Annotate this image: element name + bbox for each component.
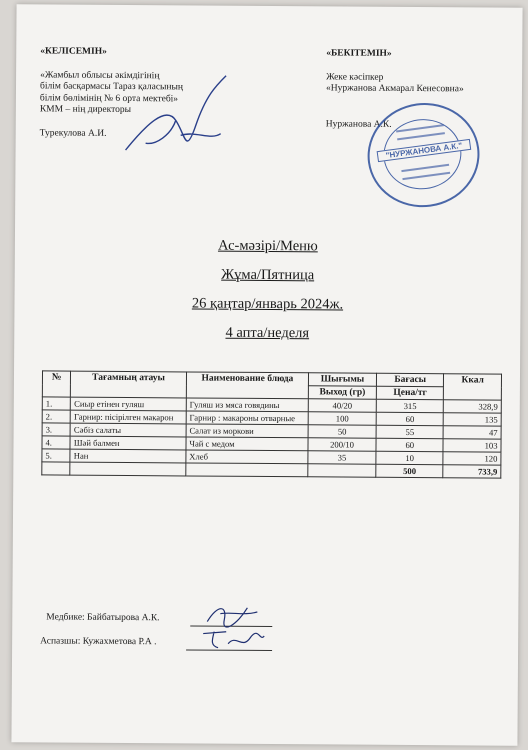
cell-no: 1. [42,397,70,410]
stamp-name: "НУРЖАНОВА А.К." [377,139,472,162]
col-header-output-kz: Шығымы [308,373,376,386]
cell-price: 10 [376,451,444,464]
entrepreneur-line-2: «Нуржанова Акмарал Кенесовна» [325,83,464,95]
col-header-name-ru: Наименование блюда [186,372,308,399]
cell-no: 5. [42,449,70,462]
entrepreneur-signer: Нуржанова А.К. [325,118,392,130]
cell-kcal: 120 [443,452,501,465]
cell-output: 35 [308,451,376,464]
agreed-title: «КЕЛІСЕМІН» [40,46,107,57]
cell-name-ru: Гарнир : макароны отварные [186,411,308,425]
menu-table [41,370,502,478]
cell-no: 4. [42,436,70,449]
cell-output: 100 [308,412,376,425]
day-title: Жұма/Пятница [221,266,315,284]
total-price: 500 [376,464,444,477]
document-titles [14,236,521,356]
document-page [11,4,522,746]
cell-no: 2. [42,410,70,423]
cell-kcal: 47 [444,426,502,439]
col-header-kcal: Ккал [444,374,502,400]
menu-title: Ас-мәзірі/Меню [217,237,318,255]
cell-price: 315 [376,399,444,412]
cell-output: 40/20 [308,399,376,412]
table-total-row [42,462,501,478]
nurse-signer: Медбике: Байбатырова А.К. [46,612,160,624]
cook-signer: Аспазшы: Кужахметова Р.А . [40,636,157,648]
col-header-output-ru: Выход (гр) [308,386,376,399]
director-signer: Турекулова А.И. [39,127,107,139]
approved-title: «БЕКІТЕМІН» [326,48,392,59]
cell-name-ru: Хлеб [186,450,308,464]
org-line-1: «Жамбыл облысы әкімдігінің [40,69,160,81]
cell-price: 55 [376,425,444,438]
cell-no: 3. [42,423,70,436]
cell-price: 60 [376,438,444,451]
entrepreneur-line-1: Жеке кәсіпкер [326,71,384,83]
cell-price: 60 [376,412,444,425]
col-header-no: № [42,371,71,397]
cell-name-ru: Салат из моркови [186,424,308,438]
director-signature [115,65,236,166]
col-header-name-kz: Тағамның атауы [71,371,187,398]
cell-kcal: 328,9 [444,400,502,413]
org-line-4: КММ – нің директоры [39,104,132,116]
cell-name-ru: Чай с медом [186,437,308,451]
cell-name-ru: Гуляш из мяса говядины [186,398,308,412]
col-header-price-ru: Цена/тг [376,386,444,399]
cook-signature [198,624,268,654]
cell-name-kz: Нан [70,449,186,463]
cell-name-kz: Сиыр етінен гуляш [71,397,187,411]
cell-output: 200/10 [308,438,376,451]
cell-kcal: 103 [443,439,501,452]
week-title: 4 апта/неделя [225,324,310,342]
cell-name-kz: Гарнир: пісірілген макарон [71,410,187,424]
col-header-price-kz: Бағасы [376,373,444,386]
org-line-3: білім бөлімінің № 6 орта мектебі» [39,92,179,104]
cell-name-kz: Сәбіз салаты [70,423,186,437]
cell-kcal: 135 [444,413,502,426]
cell-name-kz: Шәй балмен [70,436,186,450]
org-line-2: білім басқармасы Тараз қаласының [39,81,184,93]
cell-output: 50 [308,425,376,438]
date-title: 26 қаңтар/январь 2024ж. [191,295,344,313]
total-kcal: 733,9 [443,465,501,478]
table-header-row [42,371,501,387]
